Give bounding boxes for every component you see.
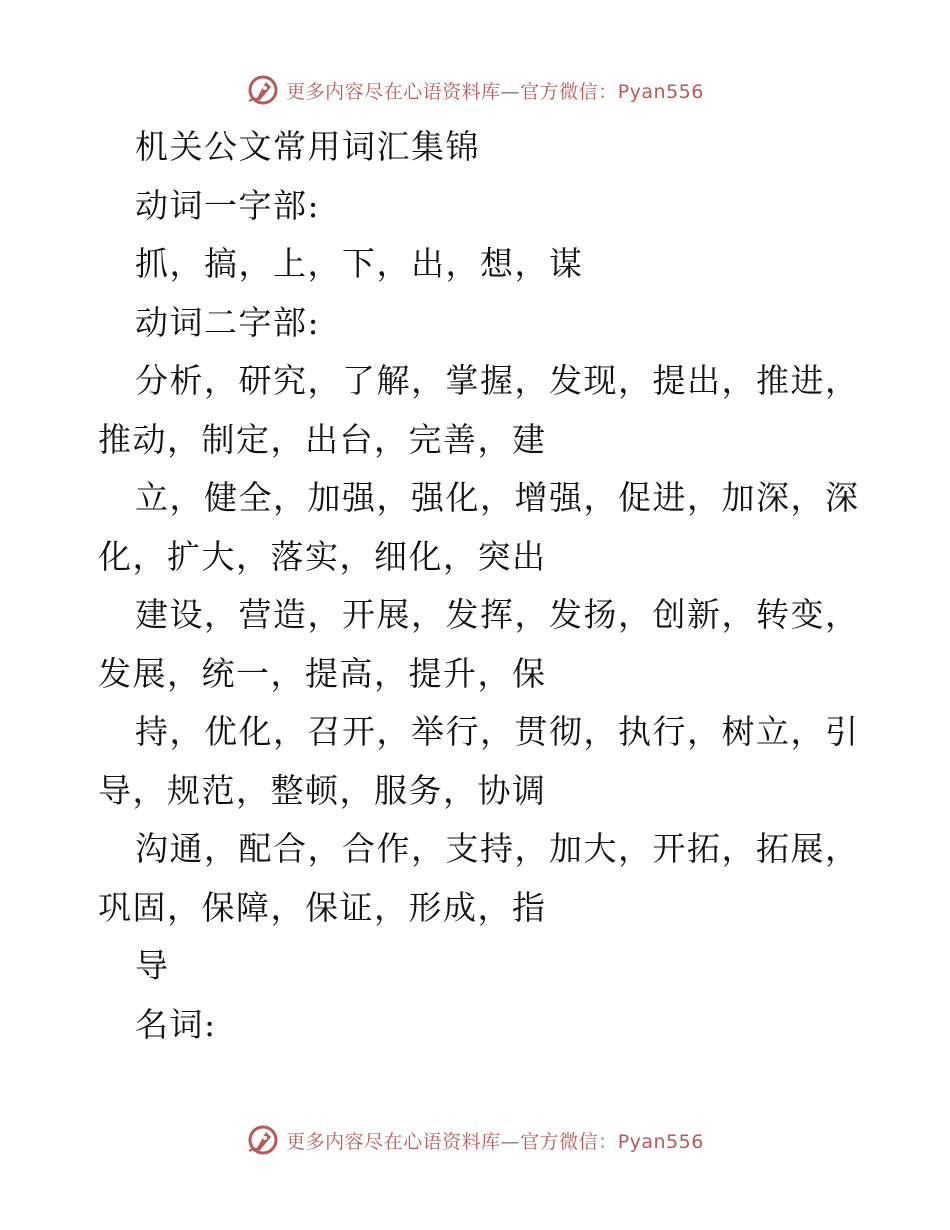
document-body — [98, 118, 868, 1054]
banner-official-text: 官方微信： — [520, 1130, 618, 1153]
footer-banner — [0, 1120, 950, 1160]
text-line: 名词: — [135, 1004, 217, 1044]
banner-main-text: 更多内容尽在心语资料库 — [286, 80, 501, 103]
text-line: 持，优化，召开，举行，贯彻，执行，树立，引 — [135, 712, 860, 751]
text-line: 发展，统一，提高，提升，保 — [98, 653, 547, 693]
banner-text — [286, 77, 704, 104]
text-line: 建设，营造，开展，发挥，发扬，创新，转变， — [135, 595, 860, 634]
pen-nib-logo-icon — [246, 1123, 280, 1157]
text-line: 分析，研究，了解，掌握，发现，提出，推进， — [135, 361, 860, 400]
banner-official-text: 官方微信： — [520, 80, 618, 103]
banner-dash: — — [500, 80, 521, 103]
text-line: 推动，制定，出台，完善，建 — [98, 419, 547, 459]
banner-wechat-id: Pyan556 — [617, 1130, 704, 1153]
text-line: 立，健全，加强，强化，增强，促进，加深，深 — [135, 478, 860, 517]
header-banner — [0, 70, 950, 110]
banner-wechat-id: Pyan556 — [617, 80, 704, 103]
text-line: 巩固，保障，保证，形成，指 — [98, 887, 547, 927]
text-line: 机关公文常用词汇集锦 — [135, 127, 480, 166]
text-line: 动词一字部: — [135, 185, 321, 225]
text-line: 化，扩大，落实，细化，突出 — [98, 536, 547, 576]
banner-text — [286, 1127, 704, 1154]
text-line: 沟通，配合，合作，支持，加大，开拓，拓展， — [135, 829, 860, 868]
text-line: 导，规范，整顿，服务，协调 — [98, 770, 547, 810]
banner-dash: — — [500, 1130, 521, 1153]
pen-nib-logo-icon — [246, 73, 280, 107]
text-line: 抓，搞，上，下，出，想，谋 — [135, 244, 584, 283]
banner-main-text: 更多内容尽在心语资料库 — [286, 1130, 501, 1153]
text-line: 动词二字部: — [135, 302, 321, 342]
text-line: 导 — [135, 946, 170, 985]
